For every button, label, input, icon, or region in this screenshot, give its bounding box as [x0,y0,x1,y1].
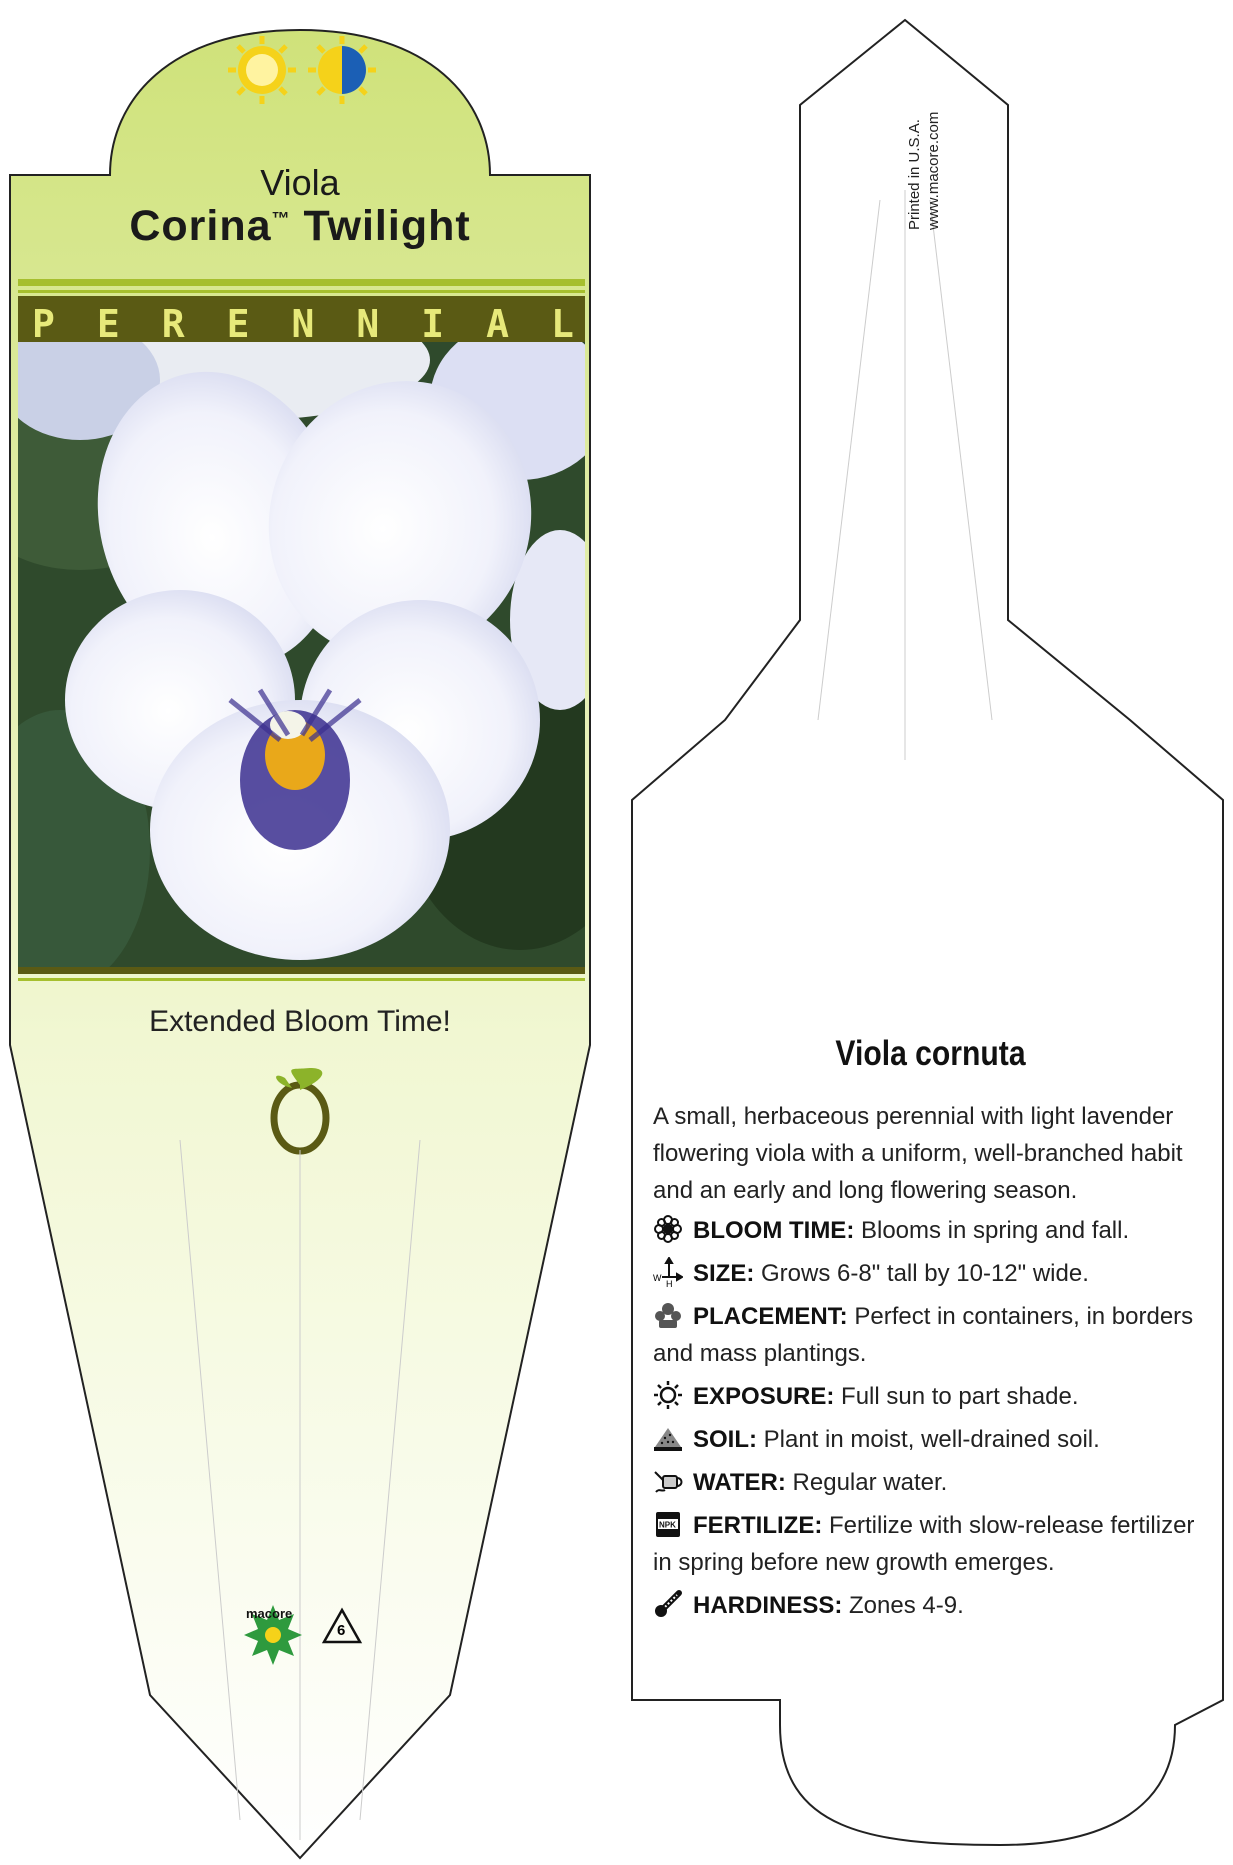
printed-line-2: www.macore.com [925,111,942,230]
flower-photo [0,300,640,990]
care-info-item [653,1464,1213,1501]
variety-suffix: Twilight [303,202,471,250]
banner-letter: L [551,302,574,346]
genus-name: Viola [260,162,340,203]
care-info-item [653,1421,1213,1458]
banner-letter: E [226,302,250,346]
care-info-list [653,1212,1213,1630]
care-info-label: HARDINESS: [693,1592,843,1619]
care-info-label: SOIL: [693,1426,757,1453]
care-info-text: Grows 6-8" tall by 10-12" wide. [754,1260,1089,1287]
banner-letter: E [96,302,120,346]
trademark-symbol: ™ [271,208,291,229]
printed-info [905,20,943,230]
svg-text:NPK: NPK [659,1520,676,1530]
svg-text:H: H [666,1279,673,1287]
npk-bag-icon [653,1509,683,1539]
care-info-item [653,1212,1213,1249]
care-info-label: FERTILIZE: [693,1512,823,1539]
size-arrows-icon [653,1257,683,1287]
flower-icon [653,1214,683,1244]
full-sun-icon [228,36,296,104]
care-info-label: WATER: [693,1469,786,1496]
care-info-text: Plant in moist, well-drained soil. [757,1426,1100,1453]
banner-letter: N [356,302,380,346]
part-sun-icon [308,36,376,104]
tagline: Extended Bloom Time! [149,1005,451,1038]
soil-pile-icon [653,1423,683,1453]
variety-name [10,202,590,251]
care-info-label: BLOOM TIME: [693,1217,855,1244]
care-info-item [653,1507,1213,1581]
recycle-number: 6 [337,1622,346,1639]
banner-letter: P [32,302,55,346]
care-info-text: Full sun to part shade. [834,1383,1079,1410]
care-info-text: Blooms in spring and fall. [854,1217,1130,1244]
care-info-label: SIZE: [693,1260,755,1287]
care-info-text: Fertilize with slow-release fertilizer in spring before new growth emerges. [653,1512,1195,1576]
macore-logo-text: macore [246,1606,293,1621]
banner-letter: R [161,302,185,346]
placement-plants-icon [653,1300,683,1330]
care-info-item [653,1378,1213,1415]
banner-letter: N [291,302,315,346]
care-info-item [653,1298,1213,1372]
care-info-text: Zones 4-9. [842,1592,964,1619]
banner-letter: A [486,302,510,346]
care-info-text: Regular water. [785,1469,948,1496]
perennial-banner [18,300,588,348]
plant-description: A small, herbaceous perennial with light lavender flowering viola with a uniform, well-branched habit and an early and long flowering season. [653,1103,1183,1204]
svg-text:W: W [653,1273,662,1283]
care-info-label: EXPOSURE: [693,1383,835,1410]
banner-letter: I [421,302,445,346]
watering-can-icon [653,1466,683,1496]
care-info-item [653,1255,1213,1292]
care-info-item [653,1587,1213,1624]
thermometer-icon [653,1589,683,1619]
variety-main: Corina [129,202,272,250]
care-info-label: PLACEMENT: [693,1303,848,1330]
care-info-text: Perfect in containers, in borders and mass plantings. [653,1303,1194,1367]
printed-line-1: Printed in U.S.A. [906,119,923,230]
sun-outline-icon [653,1380,683,1410]
species-name: Viola cornuta [835,1034,1026,1073]
